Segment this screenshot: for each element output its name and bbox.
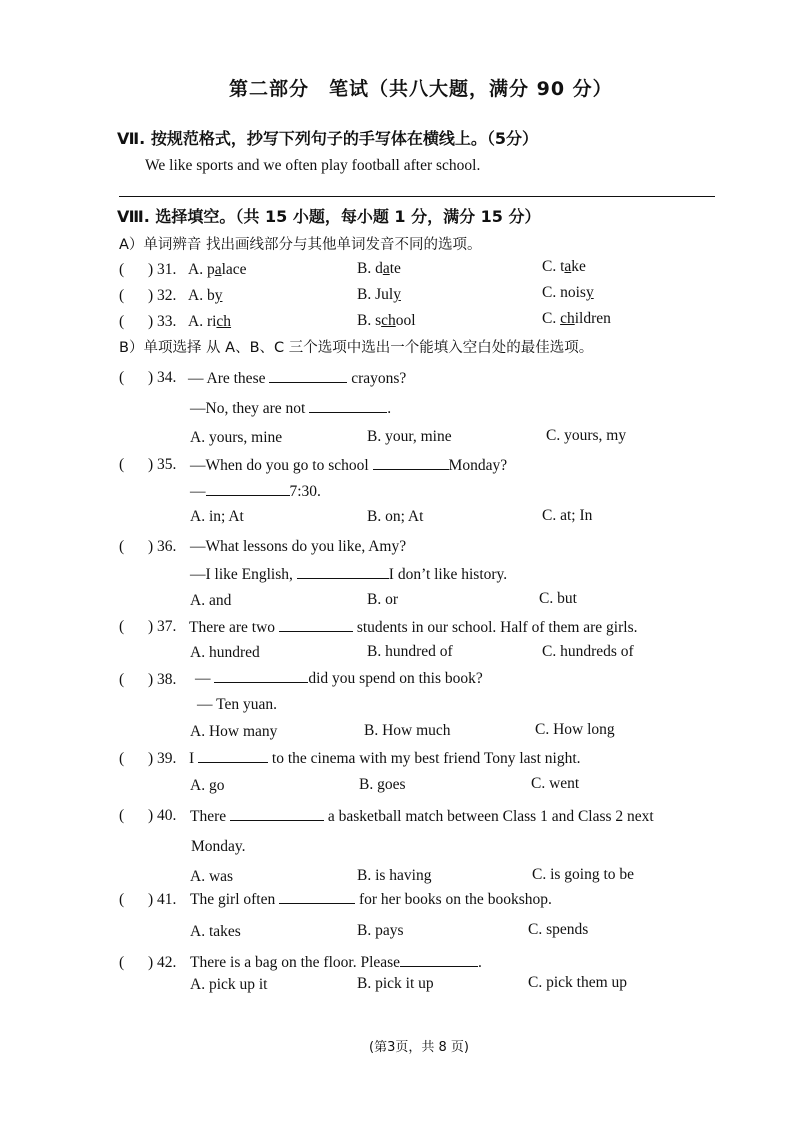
option-b: B. your, mine [367,428,452,445]
option-a: A. by [188,287,223,304]
option-b: B. goes [359,776,406,793]
option-a: A. in; At [190,508,244,525]
part-a-instruction: A）单词辨音 找出画线部分与其他单词发音不同的选项。 [119,237,482,253]
question-line-1: — Are these crayons? [188,370,407,387]
option-b: B. or [367,591,398,608]
question-line-1: There a basketball match between Class 1 and Class 2 next [190,808,654,825]
answer-bracket[interactable]: ( [119,807,125,824]
answer-bracket[interactable]: ( [119,456,125,473]
option-c: C. How long [535,721,615,738]
option-a: A. rich [188,313,232,330]
option-b: B. July [357,286,401,303]
question-line-2: — Ten yuan. [197,696,277,713]
question-line-1: —What lessons do you like, Amy? [190,538,407,555]
option-c: C. pick them up [528,974,628,991]
answer-bracket[interactable]: ( [119,538,125,555]
handwriting-line[interactable] [119,196,715,197]
option-a: A. hundred [190,644,260,661]
question-number: ) 33. [148,313,177,330]
question-number: ) 36. [148,538,177,555]
answer-blank[interactable] [230,806,324,821]
option-a: A. palace [188,261,247,278]
question-line-2: —I like English, I don’t like history. [190,566,508,583]
question-number: ) 31. [148,261,177,278]
answer-bracket[interactable]: ( [119,287,125,304]
option-b: B. pick it up [357,975,434,992]
question-number: ) 39. [148,750,177,767]
option-a: A. go [190,777,225,794]
question-number: ) 41. [148,891,177,908]
answer-bracket[interactable]: ( [119,369,125,386]
option-c: C. is going to be [532,866,635,883]
option-b: B. pays [357,922,404,939]
answer-bracket[interactable]: ( [119,954,125,971]
option-b: B. hundred of [367,643,453,660]
option-c: C. went [531,775,580,792]
option-b: B. on; At [367,508,424,525]
answer-blank[interactable] [269,368,347,383]
answer-bracket[interactable]: ( [119,750,125,767]
option-c: C. noisy [542,284,594,301]
question-number: ) 35. [148,456,177,473]
question-number: ) 34. [148,369,177,386]
question-number: ) 37. [148,618,177,635]
answer-blank[interactable] [297,564,389,579]
question-line-2: —No, they are not . [190,400,392,417]
question-line-1: The girl often for her books on the bookshop. [190,891,552,908]
answer-blank[interactable] [373,455,449,470]
question-line-1: — did you spend on this book? [195,670,483,687]
answer-blank[interactable] [206,481,290,496]
option-c: C. take [542,258,586,275]
question-number: ) 38. [148,671,177,688]
question-number: ) 32. [148,287,177,304]
option-a: A. yours, mine [190,429,283,446]
answer-blank[interactable] [214,668,308,683]
option-a: A. takes [190,923,241,940]
answer-bracket[interactable]: ( [119,618,125,635]
option-c: C. spends [528,921,589,938]
answer-blank[interactable] [279,617,353,632]
option-c: C. yours, my [546,427,627,444]
question-line-1: There are two students in our school. Half of them are girls. [189,619,638,636]
answer-bracket[interactable]: ( [119,891,125,908]
option-c: C. at; In [542,507,593,524]
answer-blank[interactable] [198,748,268,763]
option-b: B. date [357,260,401,277]
answer-bracket[interactable]: ( [119,313,125,330]
answer-blank[interactable] [279,889,355,904]
section-8-heading: Ⅷ. 选择填空。（共 15 小题，每小题 1 分，满分 15 分） [117,207,541,226]
option-c: C. hundreds of [542,643,634,660]
question-line-2: — 7:30. [190,483,321,500]
answer-blank[interactable] [400,952,478,967]
question-line-2: Monday. [191,838,246,855]
option-a: A. and [190,592,232,609]
option-c: C. children [542,310,611,327]
option-b: B. is having [357,867,432,884]
page-number: (第3页，共 8 页) [369,1040,469,1055]
section-7-sentence: We like sports and we often play football after school. [145,157,481,174]
section-7-heading: Ⅶ. 按规范格式，抄写下列句子的手写体在横线上。（5分） [117,129,538,148]
option-b: B. school [357,312,416,329]
page-title: 第二部分 笔试（共八大题，满分 90 分） [229,78,613,100]
option-a: A. pick up it [190,976,268,993]
question-line-1: I to the cinema with my best friend Tony last night. [189,750,581,767]
answer-blank[interactable] [309,398,387,413]
question-line-1: There is a bag on the floor. Please . [190,954,482,971]
option-a: A. was [190,868,234,885]
question-number: ) 42. [148,954,177,971]
option-a: A. How many [190,723,278,740]
option-b: B. How much [364,722,451,739]
part-b-instruction: B）单项选择 从 A、B、C 三个选项中选出一个能填入空白处的最佳选项。 [119,340,594,356]
question-line-1: —When do you go to school Monday? [190,457,508,474]
question-number: ) 40. [148,807,177,824]
answer-bracket[interactable]: ( [119,671,125,688]
answer-bracket[interactable]: ( [119,261,125,278]
option-c: C. but [539,590,577,607]
